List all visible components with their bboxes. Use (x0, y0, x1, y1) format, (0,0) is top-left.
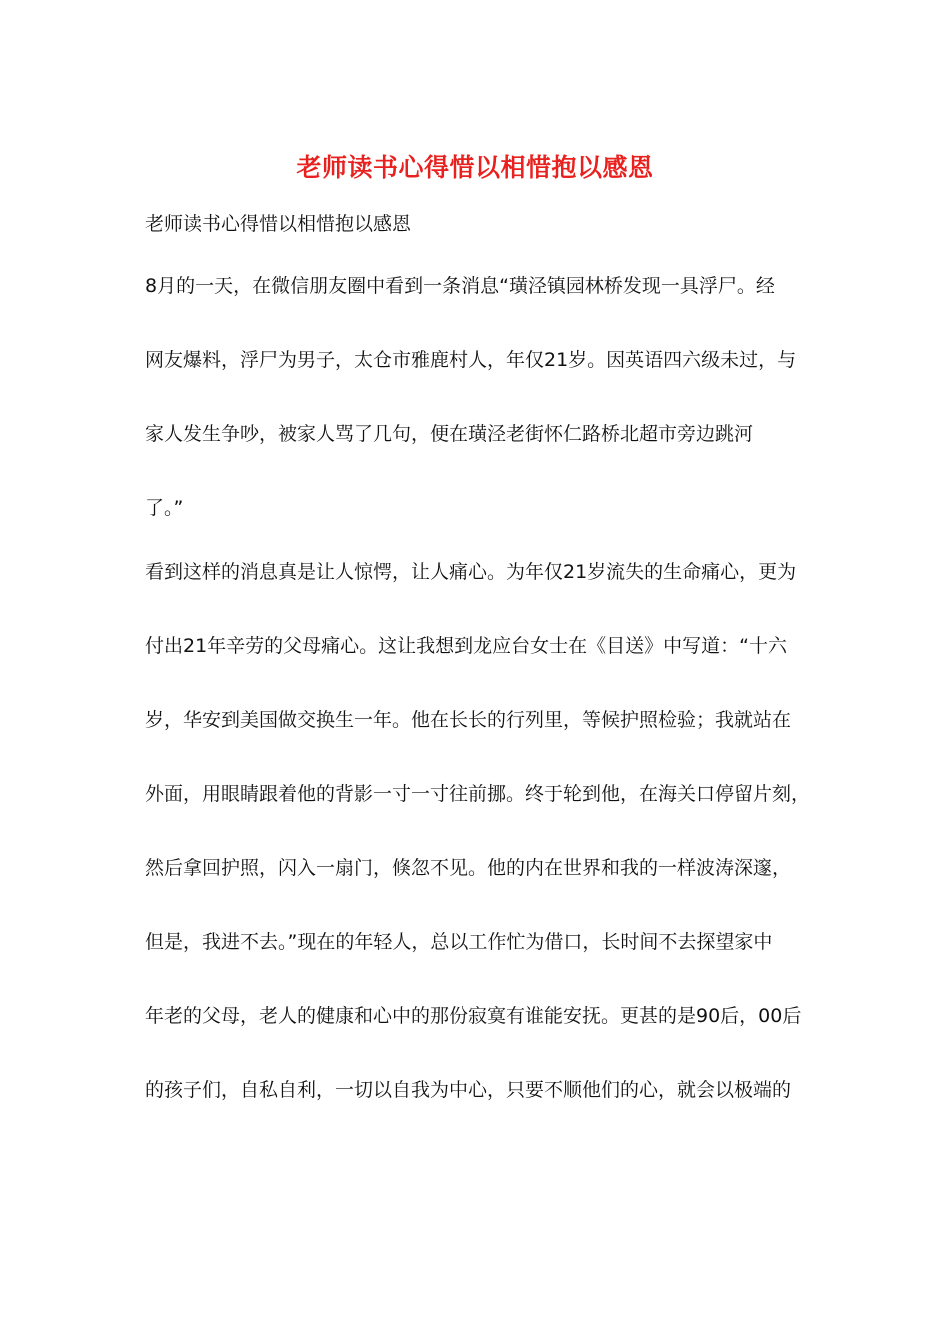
paragraph-line: 然后拿回护照，闪入一扇门，倏忽不见。他的内在世界和我的一样波涛深邃， (145, 857, 792, 879)
paragraph-line: 网友爆料，浮尸为男子，太仓市雅鹿村人，年仅21岁。因英语四六级未过，与 (145, 349, 797, 371)
paragraph-line: 8月的一天，在微信朋友圈中看到一条消息“璜泾镇园林桥发现一具浮尸。经 (145, 275, 775, 297)
paragraph-line: 但是，我进不去。”现在的年轻人，总以工作忙为借口，长时间不去探望家中 (145, 931, 773, 953)
document-subtitle: 老师读书心得惜以相惜抱以感恩 (145, 213, 412, 235)
paragraph-line: 年老的父母，老人的健康和心中的那份寂寞有谁能安抚。更甚的是90后，00后 (145, 1005, 802, 1027)
paragraph-line: 看到这样的消息真是让人惊愕，让人痛心。为年仅21岁流失的生命痛心，更为 (145, 561, 797, 583)
paragraph-line: 外面，用眼睛跟着他的背影一寸一寸往前挪。终于轮到他，在海关口停留片刻， (145, 783, 811, 805)
paragraph-line: 付出21年辛劳的父母痛心。这让我想到龙应台女士在《目送》中写道：“十六 (145, 635, 788, 657)
paragraph-line: 家人发生争吵，被家人骂了几句，便在璜泾老街怀仁路桥北超市旁边跳河 (145, 423, 754, 445)
paragraph-line: 岁，华安到美国做交换生一年。他在长长的行列里，等候护照检验；我就站在 (145, 709, 792, 731)
paragraph-line: 了。” (145, 497, 184, 519)
document-title: 老师读书心得惜以相惜抱以感恩 (296, 153, 654, 182)
paragraph-line: 的孩子们，自私自利，一切以自我为中心，只要不顺他们的心，就会以极端的 (145, 1079, 792, 1101)
